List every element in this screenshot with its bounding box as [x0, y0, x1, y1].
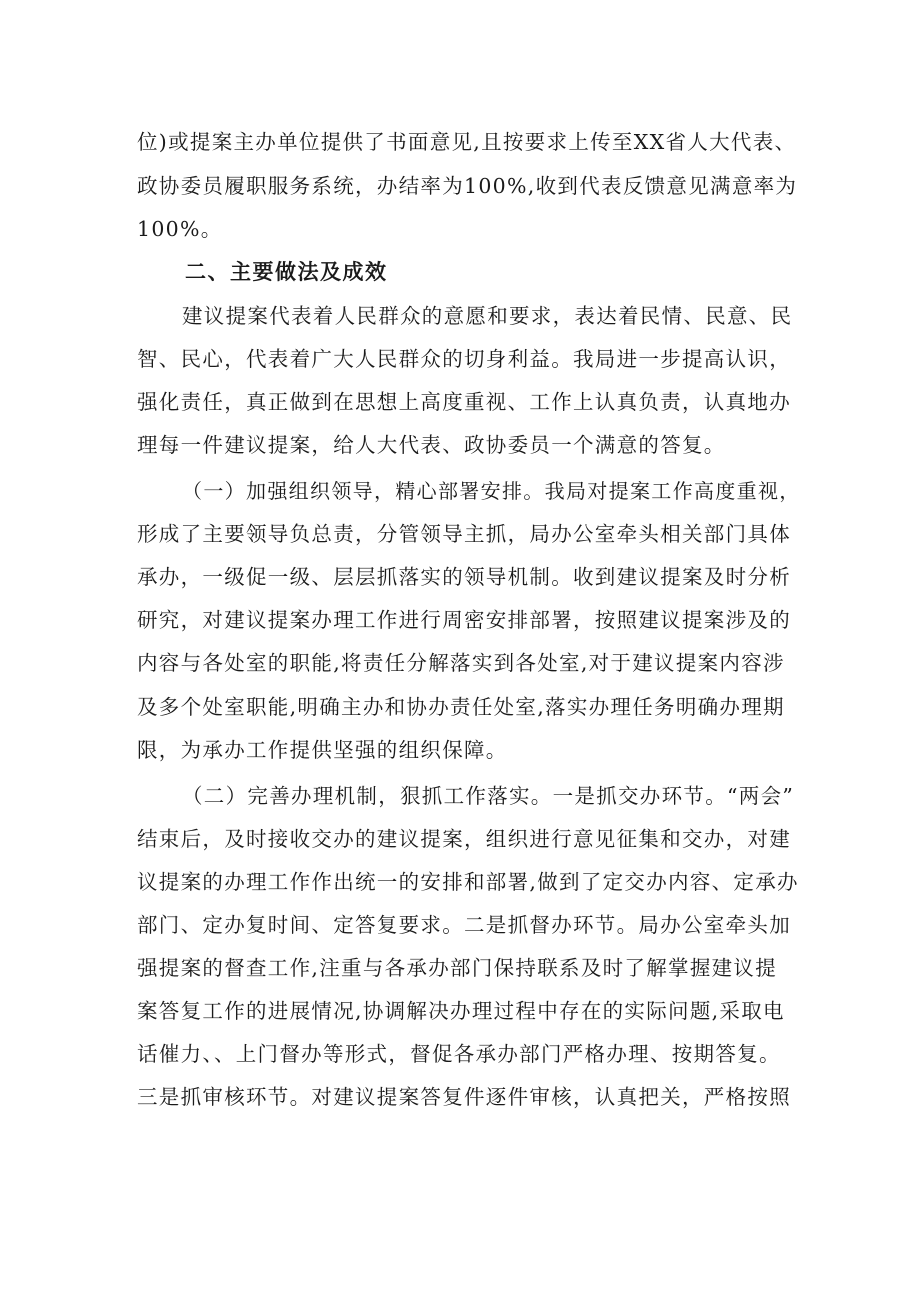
text-line: 强化责任，真正做到在思想上高度重视、工作上认真负责，认真地办	[137, 390, 791, 414]
section-heading: 二、主要做法及成效	[185, 260, 388, 284]
text-line: 智、民心，代表着广大人民群众的切身利益。我局进一步提高认识，	[137, 347, 791, 371]
text-line: （一）加强组织领导，精心部署安排。我局对提案工作高度重视，	[182, 479, 801, 503]
text-line: 100%。	[137, 217, 223, 241]
text-line: 结束后，及时接收交办的建议提案，组织进行意见征集和交办，对建	[137, 827, 791, 851]
text-line: 理每一件建议提案，给人大代表、政协委员一个满意的答复。	[137, 433, 726, 457]
text-line: 研究，对建议提案办理工作进行周密安排部署，按照建议提案涉及的	[137, 608, 791, 632]
text-line: 案答复工作的进展情况,协调解决办理过程中存在的实际问题,采取电	[137, 999, 785, 1023]
text-line: 内容与各处室的职能,将责任分解落实到各处室,对于建议提案内容涉	[137, 651, 785, 675]
text-line: 三是抓审核环节。对建议提案答复件逐件审核，认真把关，严格按照	[137, 1085, 791, 1109]
text-line: 位)或提案主办单位提供了书面意见,且按要求上传至XX省人大代表、	[137, 130, 797, 154]
text-line: 强提案的督查工作,注重与各承办部门保持联系及时了解掌握建议提	[137, 956, 778, 980]
text-line: 政协委员履职服务系统，办结率为100%,收到代表反馈意见满意率为	[137, 174, 798, 198]
text-line: 建议提案代表着人民群众的意愿和要求，表达着民情、民意、民	[182, 304, 793, 328]
text-line: 话催力、、上门督办等形式，督促各承办部门严格办理、按期答复。	[137, 1042, 781, 1066]
text-line: （二）完善办理机制，狠抓工作落实。一是抓交办环节。“两会”	[182, 784, 795, 808]
text-line: 承办，一级促一级、层层抓落实的领导机制。收到建议提案及时分析	[137, 565, 791, 589]
text-line: 限，为承办工作提供坚强的组织保障。	[137, 738, 508, 762]
text-line: 部门、定办复时间、定答复要求。二是抓督办环节。局办公室牵头加	[137, 913, 791, 937]
text-line: 及多个处室职能,明确主办和协办责任处室,落实办理任务明确办理期	[137, 695, 785, 719]
text-line: 议提案的办理工作作出统一的安排和部署,做到了定交办内容、定承办	[137, 870, 799, 894]
text-line: 形成了主要领导负总责，分管领导主抓，局办公室牵头相关部门具体	[137, 522, 791, 546]
